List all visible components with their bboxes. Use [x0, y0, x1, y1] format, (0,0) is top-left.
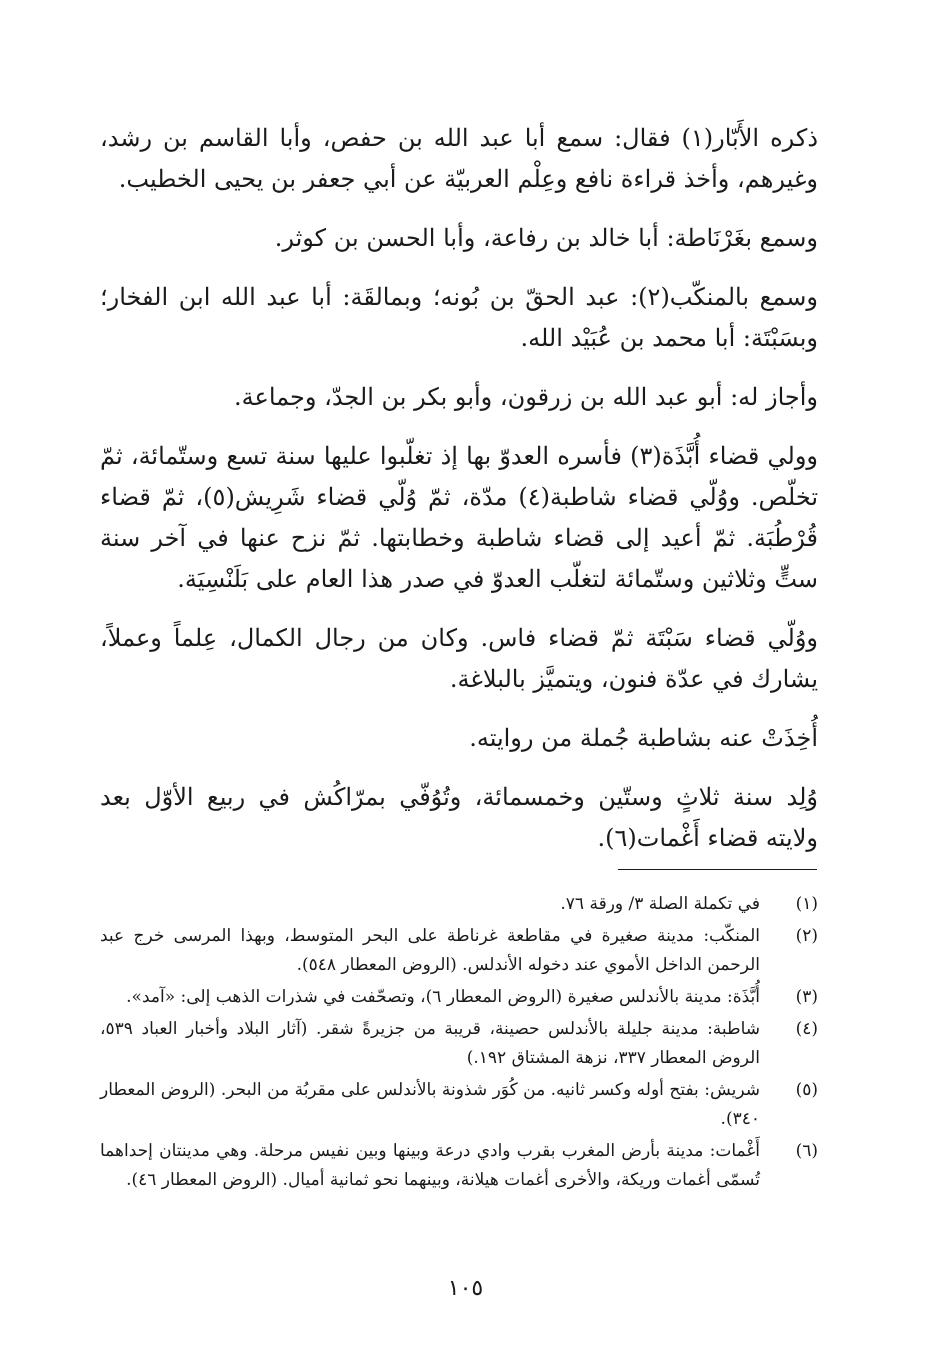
footnote-text: أَغْمات: مدينة بأرض المغرب بقرب وادي درعة وبينها وبين نفيس مرحلة. وهي مدينتان إحداهما تُسمّى أغمات وريكة، والأخرى أغمات هيلانة، وبينهما نحو ثمانية أميال. (الروض المعطار ٤٦).	[100, 1141, 760, 1190]
footnote-number: (٤)	[795, 1019, 818, 1039]
footnote	[100, 890, 818, 919]
footnote	[100, 922, 818, 980]
footnote	[100, 1137, 818, 1195]
footnote-separator	[618, 869, 817, 870]
footnote-number: (١)	[795, 894, 818, 914]
paragraph: وسمع بالمنكّب(٢): عبد الحقّ بن بُونه؛ وبمالقَة: أبا عبد الله ابن الفخار؛ وبسَبْتَة: أبا محمد بن عُبَيْد الله.	[100, 283, 818, 352]
paragraph: وولي قضاء أُبَّذَة(٣) فأسره العدوّ بها إذ تغلّبوا عليها سنة تسع وستّمائة، ثمّ تخلّص. ووُلّي قضاء شاطبة(٤) مدّة، ثمّ وُلّي قضاء شَرِيش(٥)، ثمّ قضاء قُرْطُبَة. ثمّ أعيد إلى قضاء شاطبة وخطابتها. ثمّ نزح عنها في آخر سنة ستٍّ وثلاثين وستّمائة لتغلّب العدوّ في صدر هذا العام على بَلَنْسِيَة.	[100, 442, 819, 593]
footnote-text: أُبَّذَة: مدينة بالأندلس صغيرة (الروض المعطار ٦)، وتصحّفت في شذرات الذهب إلى: «آمد».	[126, 987, 760, 1007]
footnote-number: (٢)	[795, 926, 818, 946]
footnote-text: المنكّب: مدينة صغيرة في مقاطعة غرناطة على البحر المتوسط، وبهذا المرسى خرج عبد الرحمن الداخل الأموي عند دخوله الأندلس. (الروض المعطار ٥٤٨).	[100, 926, 760, 975]
footnote-number: (٦)	[795, 1141, 818, 1161]
footnote	[100, 1015, 818, 1073]
footnotes	[100, 890, 818, 1198]
paragraph: وأجاز له: أبو عبد الله بن زرقون، وأبو بكر بن الجدّ، وجماعة.	[234, 383, 818, 411]
footnote-number: (٣)	[795, 987, 818, 1007]
main-text	[100, 118, 818, 859]
paragraph: وسمع بغَرْنَاطة: أبا خالد بن رفاعة، وأبا الحسن بن كوثر.	[274, 224, 818, 252]
footnote	[100, 983, 818, 1012]
page-number: ١٠٥	[447, 1276, 484, 1301]
paragraph: أُخِذَتْ عنه بشاطبة جُملة من روايته.	[469, 724, 818, 752]
footnote	[100, 1076, 818, 1134]
footnote-text: شريش: بفتح أوله وكسر ثانيه. من كُوَر شذونة بالأندلس على مقربُة من البحر. (الروض المعطار ٣٤٠).	[100, 1080, 760, 1129]
paragraph: وُلِد سنة ثلاثٍ وستّين وخمسمائة، وتُوُفّي بمرّاكُش في ربيع الأوّل بعد ولايته قضاء أَغْمات(٦).	[100, 783, 818, 852]
paragraph: ذكره الأَبّار(١) فقال: سمع أبا عبد الله بن حفص، وأبا القاسم بن رشد، وغيرهم، وأخذ قراءة نافع وعِلْم العربيّة عن أبي جعفر بن يحيى الخطيب.	[100, 124, 818, 193]
footnote-text: في تكملة الصلة ٣/ ورقة ٧٦.	[560, 894, 760, 914]
footnote-number: (٥)	[795, 1080, 818, 1100]
footnote-text: شاطبة: مدينة جليلة بالأندلس حصينة، قريبة من جزيرةً شقر. (آثار البلاد وأخبار العباد ٥٣٩، الروض المعطار ٣٣٧، نزهة المشتاق ١٩٢.)	[100, 1019, 760, 1068]
paragraph: ووُلّي قضاء سَبْتَة ثمّ قضاء فاس. وكان من رجال الكمال، عِلماً وعملاً، يشارك في عدّة فنون، ويتميَّز بالبلاغة.	[100, 624, 818, 693]
